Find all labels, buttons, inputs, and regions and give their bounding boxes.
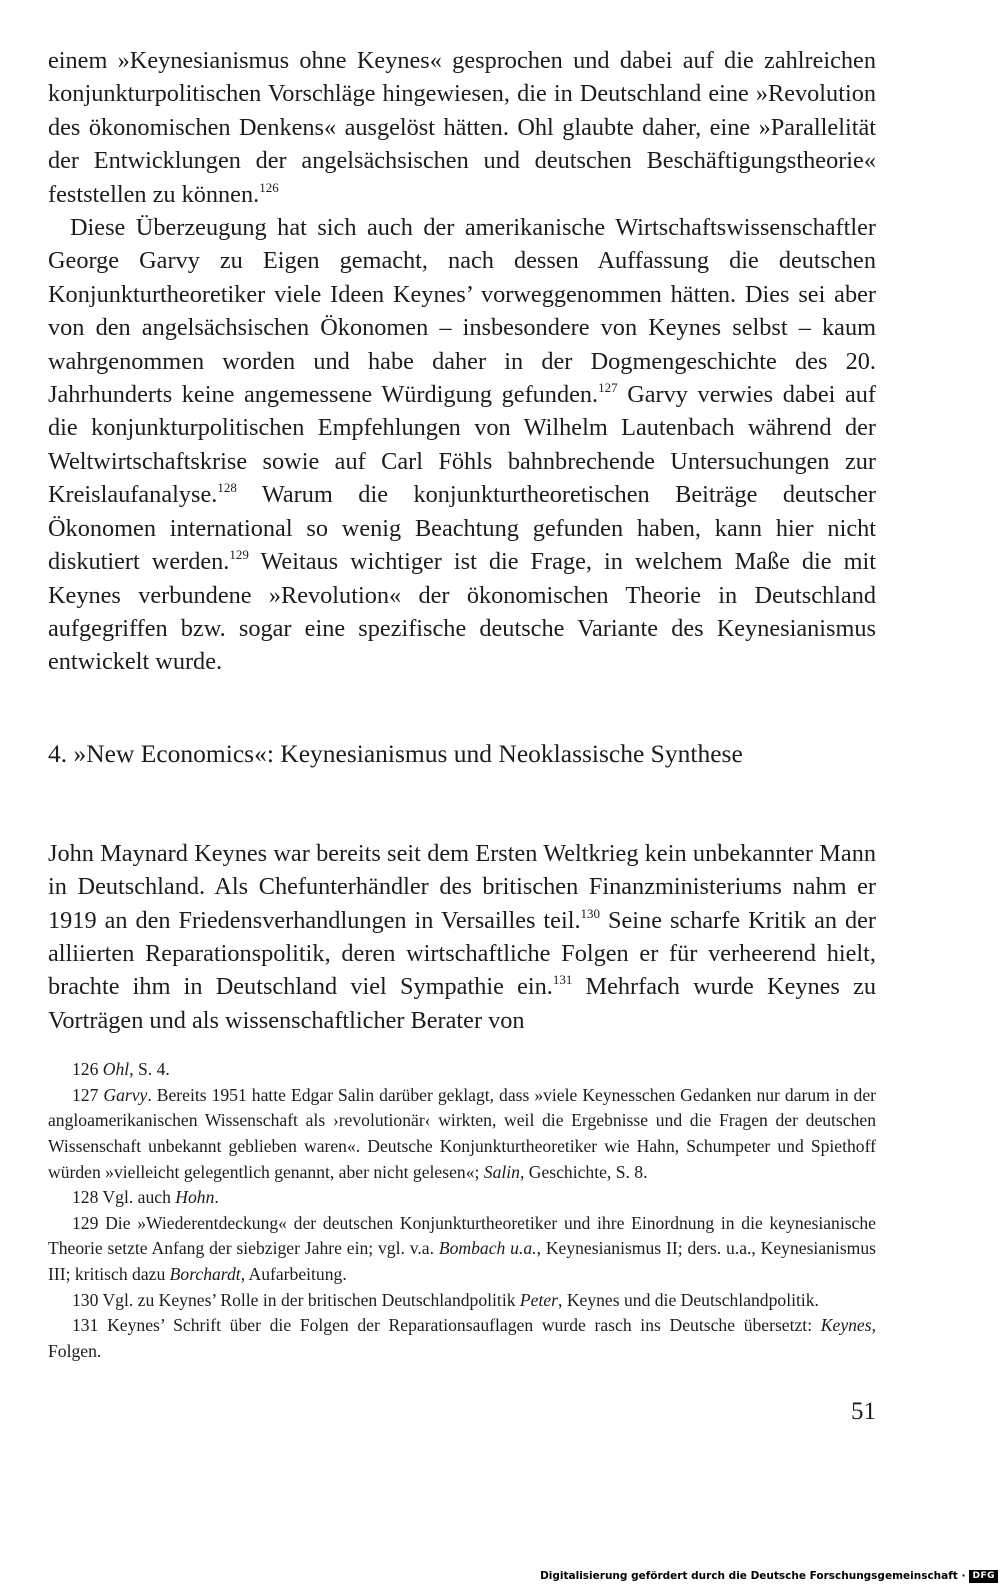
credit-text: Digitalisierung gefördert durch die Deutsche Forschungsgemeinschaft · [540, 1570, 966, 1582]
text-run: Garvy verwies dabei auf die konjunkturpolitischen Empfehlungen von Wilhelm Lautenbach während der Weltwirtschaftskrise sowie auf Carl Föhls bahnbrechende Untersuchungen zur Kreislaufanalyse. [48, 381, 876, 509]
footnote-reference: 128 [217, 480, 237, 496]
text-run: 128 Vgl. auch [72, 1187, 176, 1208]
paragraph-3 [48, 837, 876, 1037]
text-run: 130 Vgl. zu Keynes’ Rolle in der britischen Deutschlandpolitik [72, 1289, 520, 1310]
italic-text: Bombach u.a. [438, 1238, 537, 1259]
digitization-credit [540, 1566, 1000, 1586]
text-run: 126 [72, 1059, 103, 1080]
text-run: 127 [72, 1084, 104, 1105]
text-run: , Keynes und die Deutschlandpolitik. [558, 1289, 819, 1310]
italic-text: Peter [519, 1289, 559, 1310]
footnote-reference: 127 [598, 380, 618, 396]
italic-text: Salin [483, 1161, 520, 1182]
dfg-logo-icon: DFG [969, 1570, 998, 1583]
footnote-126 [48, 1057, 876, 1083]
text-run: , Geschichte, S. 8. [519, 1161, 648, 1182]
text-run: , Aufarbeitung. [240, 1263, 347, 1284]
footnote-reference: 131 [552, 972, 573, 988]
italic-text: Keynes [820, 1315, 872, 1336]
italic-text: Garvy [103, 1084, 148, 1105]
text-run: , S. 4. [129, 1059, 170, 1080]
text-run: John Maynard Keynes war bereits seit dem Ersten Weltkrieg kein unbekannter Mann in Deutschland. Als Chefunterhändler des britischen Finanzministeriums nahm er 1919 an den Friedensverhandlungen in Versailles teil. [48, 839, 876, 934]
text-run: 129 Die »Wiederentdeckung« der deutschen Konjunkturtheoretiker und ihre Einordnung in die keynesianische Theorie setzte Anfang der siebziger Jahre ein; vgl. v.a. [48, 1212, 876, 1259]
footnote-127 [48, 1083, 876, 1185]
text-run: einem »Keynesianismus ohne Keynes« gesprochen und dabei auf die zahlreichen konjunkturpolitischen Vorschläge hingewiesen, die in Deutschland eine »Revolution des ökonomischen Denkens« ausgelöst hätten. Ohl glaubte daher, eine »Parallelität der Entwicklungen der angelsächsischen und deutschen Beschäftigungstheorie« feststellen zu können. [48, 47, 876, 208]
footnote-129 [48, 1211, 876, 1288]
footnote-reference: 126 [259, 179, 279, 195]
text-run: , Folgen. [48, 1315, 876, 1361]
body-text [48, 44, 876, 679]
paragraph-1 [48, 44, 876, 211]
footnote-131 [48, 1313, 876, 1364]
section-body-text [48, 837, 876, 1037]
page [48, 44, 876, 1364]
italic-text: Ohl [102, 1059, 130, 1080]
paragraph-2 [48, 211, 876, 679]
text-run: Mehrfach wurde Keynes zu Vorträgen und als wissenschaftlicher Berater von [48, 973, 876, 1034]
text-run: . [214, 1187, 219, 1208]
footnote-128 [48, 1185, 876, 1211]
text-run: Diese Überzeugung hat sich auch der amerikanische Wirtschaftswissenschaftler George Garvy zu Eigen gemacht, nach dessen Auffassung die deutschen Konjunkturtheoretiker viele Ideen Keynes’ vorweggenommen hätten. Dies sei aber von den angelsächsischen Ökonomen – insbesondere von Keynes selbst – kaum wahrgenommen worden und habe daher in der Dogmengeschichte des 20. Jahrhunderts keine angemessene Würdigung gefunden. [48, 214, 876, 409]
text-run: , Keynesianismus II; ders. u.a., Keynesianismus III; kritisch dazu [48, 1238, 876, 1284]
page-number: 51 [851, 1398, 876, 1425]
footnotes [48, 1057, 876, 1364]
italic-text: Borchardt [169, 1263, 241, 1284]
italic-text: Hohn [175, 1187, 215, 1208]
text-run: Weitaus wichtiger ist die Frage, in welchem Maße die mit Keynes verbundene »Revolution« der ökonomischen Theorie in Deutschland aufgegriffen bzw. sogar eine spezifische deutsche Variante des Keynesianismus entwickelt wurde. [48, 548, 876, 676]
section-heading: 4. »New Economics«: Keynesianismus und Neoklassische Synthese [48, 738, 743, 768]
footnote-reference: 129 [229, 547, 249, 563]
footnote-130 [48, 1288, 876, 1314]
text-run: 131 Keynes’ Schrift über die Folgen der Reparationsauflagen wurde rasch ins Deutsche übersetzt: [72, 1315, 821, 1336]
text-run: Seine scharfe Kritik an der alliierten Reparationspolitik, deren wirtschaftliche Folgen er für verheerend hielt, brachte ihm in Deutschland viel Sympathie ein. [48, 906, 877, 1001]
text-run: Warum die konjunkturtheoretischen Beiträge deutscher Ökonomen international so wenig Beachtung gefunden haben, kann hier nicht diskutiert werden. [48, 481, 876, 576]
text-run: . Bereits 1951 hatte Edgar Salin darüber geklagt, dass »viele Keynesschen Gedanken nur darum in der angloamerikanischen Wissenschaft als ›revolutionär‹ wirkten, weil die Ergebnisse und die Fragen der deutschen Wissenschaft unbekannt geblieben waren«. Deutsche Konjunkturtheoretiker wie Hahn, Schumpeter und Spiethoff würden »vielleicht gelegentlich genannt, aber nicht gelesen«; [48, 1084, 876, 1182]
footnote-reference: 130 [580, 905, 601, 921]
